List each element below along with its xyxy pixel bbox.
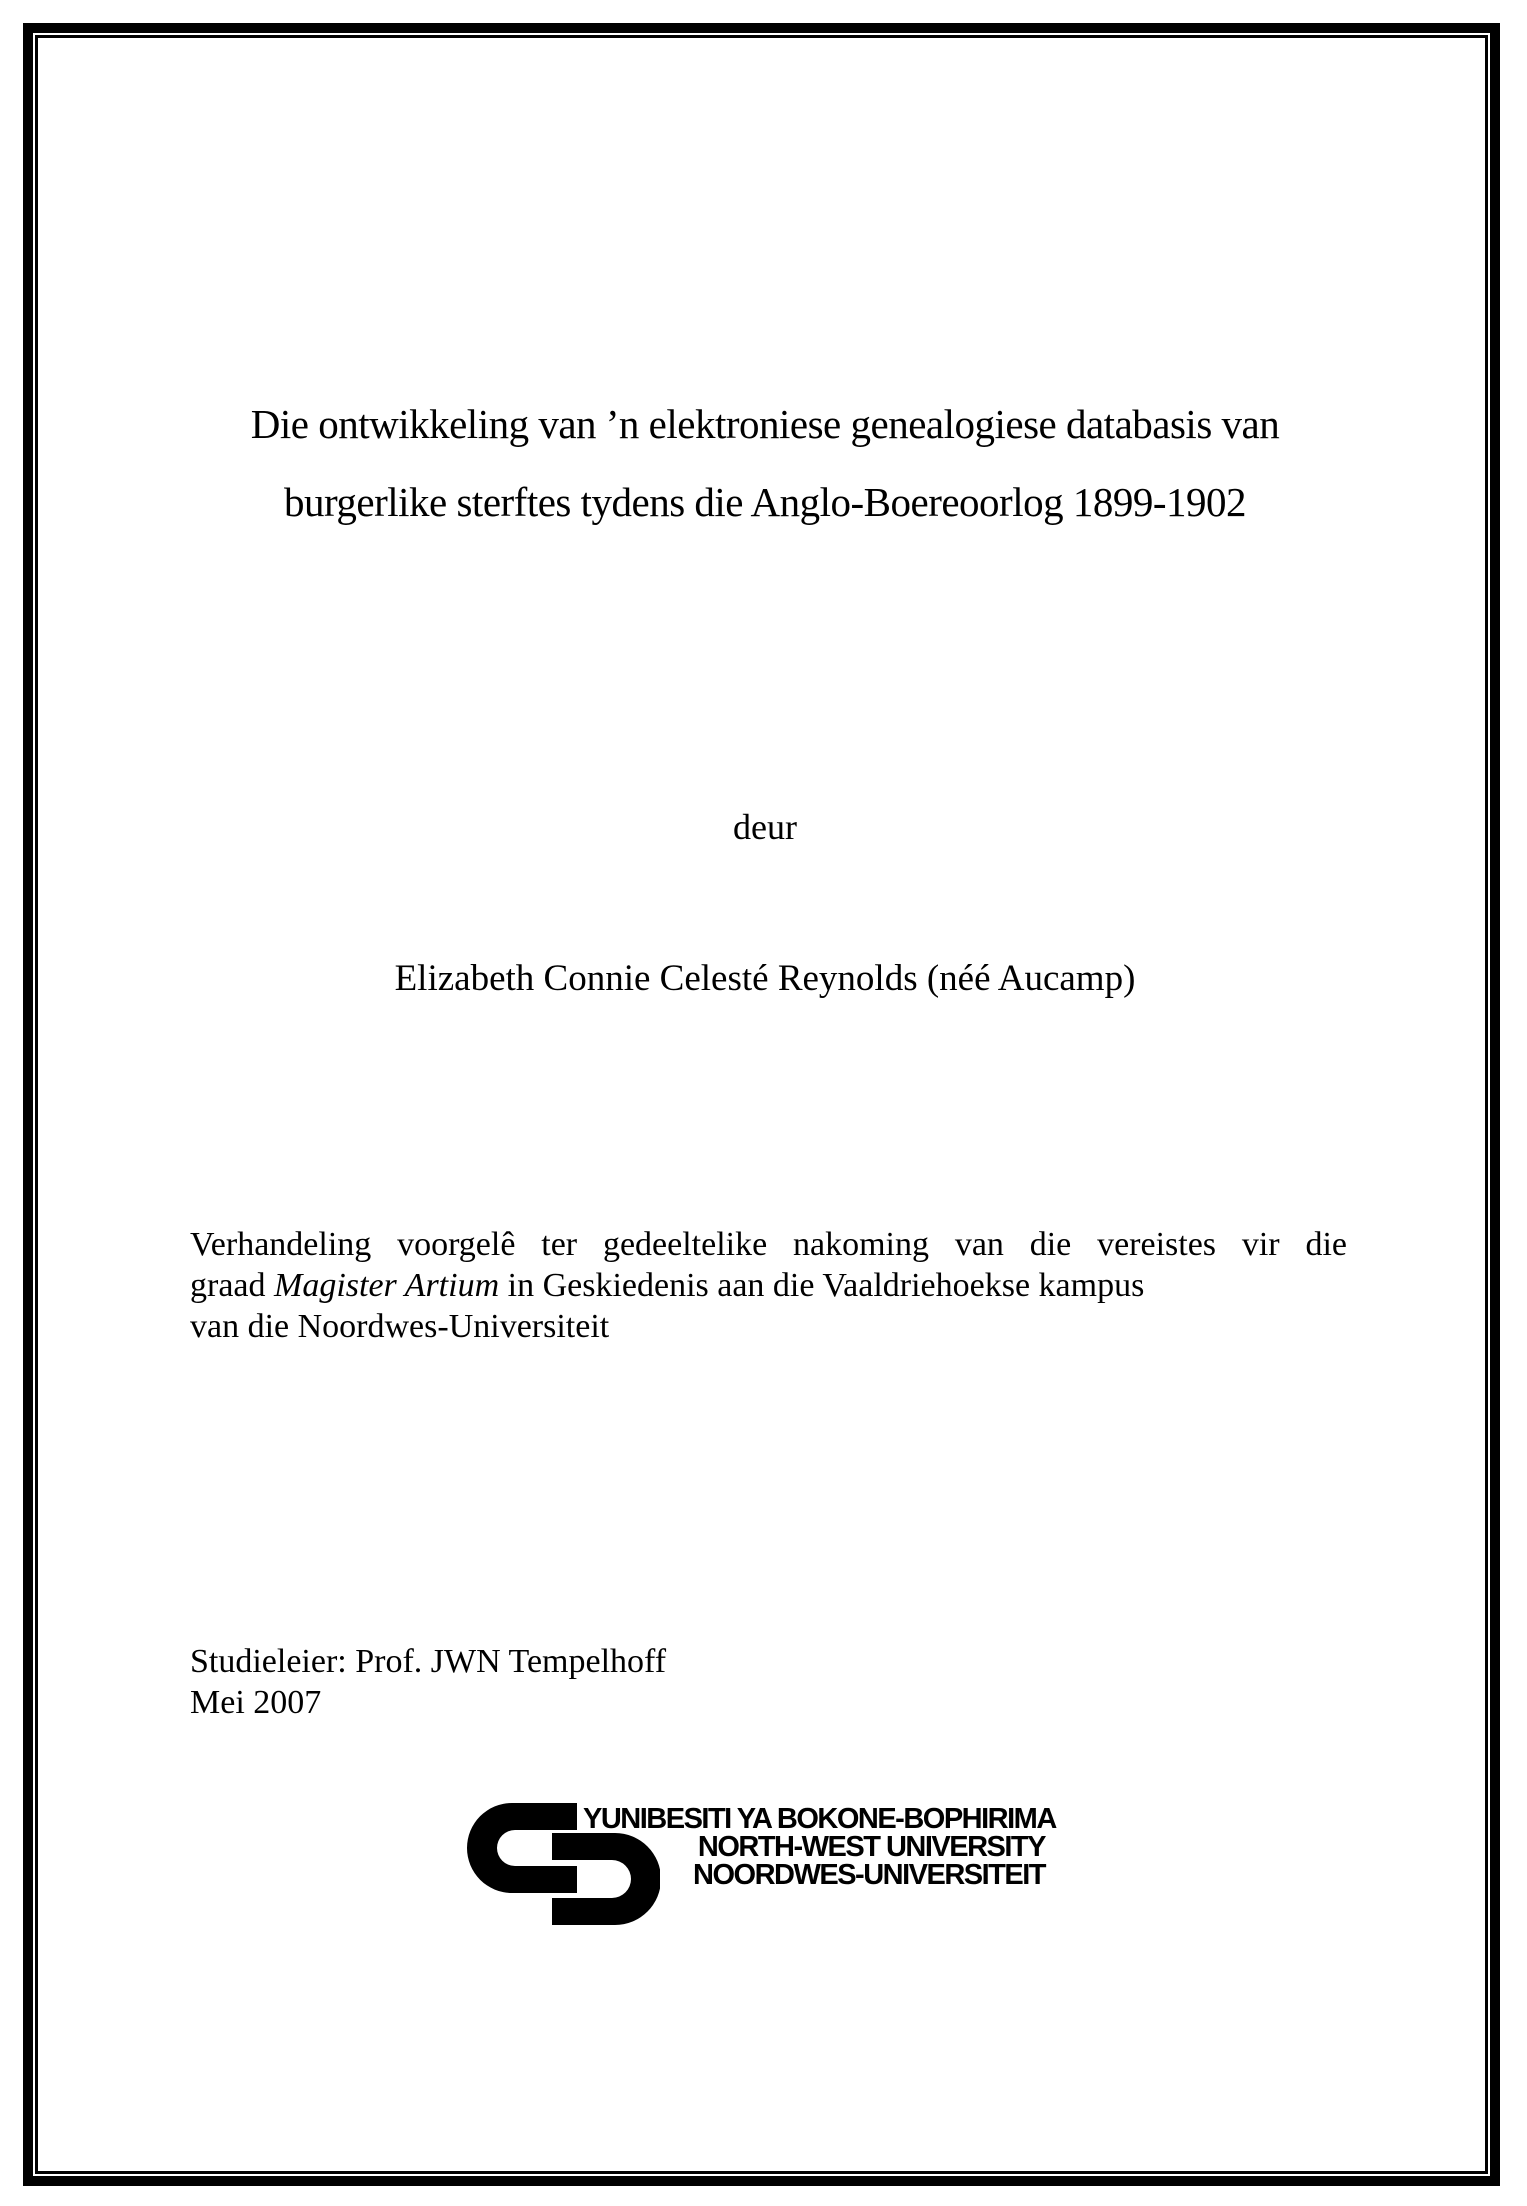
declaration-line3: van die Noordwes-Universiteit (190, 1308, 610, 1345)
declaration-line2-suffix: in Geskiedenis aan die Vaaldriehoekse kampus (499, 1267, 1145, 1304)
logo-name-english: NORTH-WEST UNIVERSITY (697, 1831, 1045, 1863)
declaration-line2-prefix: graad (190, 1267, 275, 1304)
author-name: Elizabeth Connie Celesté Reynolds (néé Aucamp) (394, 958, 1136, 999)
logo-name-afrikaans: NOORDWES-UNIVERSITEIT (693, 1859, 1045, 1891)
degree-name: Magister Artium (274, 1267, 500, 1304)
supervisor-line: Studieleier: Prof. JWN Tempelhoff (190, 1643, 667, 1680)
byline-label: deur (733, 807, 797, 847)
declaration-line1: Verhandeling voorgelê ter gedeeltelike nakoming van die vereistes vir die (190, 1226, 1347, 1263)
date-line: Mei 2007 (190, 1684, 322, 1721)
degree-declaration (190, 1224, 1347, 1347)
thesis-title-line1: Die ontwikkeling van ’n elektroniese genealogiese databasis van (250, 401, 1280, 447)
declaration-line2 (190, 1265, 1347, 1306)
supervisor-block (190, 1641, 666, 1723)
university-logo-text (583, 1803, 1056, 1891)
thesis-title (185, 385, 1345, 541)
logo-name-setswana: YUNIBESITI YA BOKONE-BOPHIRIMA (583, 1803, 1056, 1835)
thesis-title-line2: burgerlike sterftes tydens die Anglo-Boereoorlog 1899-1902 (283, 479, 1246, 525)
